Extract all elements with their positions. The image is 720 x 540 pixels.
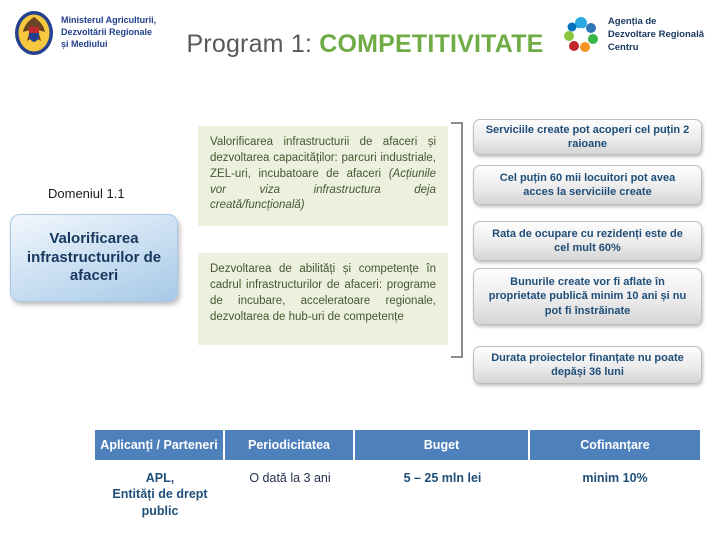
cofinancing-value: minim 10%	[582, 471, 648, 485]
condition-3-text: Rata de ocupare cu rezidenți este de cel mult 60%	[492, 227, 683, 254]
action-1-note: (Acțiunile vor viza infrastructura deja creată/funcțională)	[210, 167, 436, 212]
title-prefix: Program 1:	[186, 30, 320, 58]
table-cell-cofinancing	[530, 460, 700, 525]
ministry-logo-line: și Mediului	[61, 38, 108, 49]
condition-box-5	[473, 346, 702, 384]
condition-4-text: Bunurile create vor fi aflate în proprietate publică minim 10 ani și nu pot fi înstrăinate	[488, 276, 687, 317]
domain-box	[10, 214, 178, 302]
action-box-1	[198, 126, 448, 226]
domain-label: Domeniul 1.1	[48, 186, 125, 201]
bracket-shape	[451, 122, 463, 358]
table-cell-periodicity	[225, 460, 355, 525]
domain-box-title: Valorificarea infrastructurilor de afaceri	[26, 229, 162, 285]
condition-box-1	[473, 119, 702, 155]
condition-1-text: Serviciile create pot acoperi cel puțin 2 raioane	[485, 123, 690, 150]
title-highlight: COMPETITIVITATE	[319, 30, 544, 58]
condition-box-3	[473, 221, 702, 261]
table-header-periodicity: Periodicitatea	[225, 430, 355, 460]
adr-logo-line: Centru	[607, 41, 639, 53]
ministry-logo-line: Dezvoltării Regionale	[61, 27, 153, 38]
ministry-logo-text	[61, 15, 156, 50]
table-header-budget: Buget	[355, 430, 530, 460]
condition-box-4	[473, 268, 702, 325]
applicants-line-2: Entități de drept public	[112, 487, 208, 518]
adr-centru-logo	[562, 16, 704, 54]
condition-2-text: Cel puțin 60 mii locuitori pot avea acces la serviciile create	[499, 171, 676, 198]
adr-logo-line: Agenția de	[607, 16, 657, 27]
table-cell-applicants	[95, 460, 225, 525]
action-box-2	[198, 253, 448, 345]
ministry-emblem-icon	[14, 10, 54, 56]
action-2-text: Dezvoltarea de abilități și competențe în cadrul infrastructurilor de afaceri: programe de incubare, acceleratoare regionale, dezvoltarea de hub-uri de competențe	[210, 263, 436, 323]
page-title	[150, 30, 580, 59]
condition-5-text: Durata proiectelor finanțate nu poate depăși 36 luni	[491, 351, 684, 378]
table-header-cofinancing: Cofinanțare	[530, 430, 700, 460]
applicants-line-1: APL,	[145, 471, 175, 485]
ministry-logo-line: Ministerul Agriculturii,	[61, 15, 157, 26]
periodicity-value: O dată la 3 ani	[249, 471, 331, 485]
ministry-logo	[14, 10, 156, 56]
condition-box-2	[473, 165, 702, 205]
table-cell-budget	[355, 460, 530, 525]
adr-centru-logo-icon	[562, 16, 600, 54]
table-header-applicants: Aplicanți / Parteneri	[95, 430, 225, 460]
adr-centru-logo-text	[608, 16, 704, 54]
action-1-text: Valorificarea infrastructurii de afaceri și dezvoltarea capacităților: parcuri industriale, ZEL-uri, incubatoare de afaceri	[210, 136, 436, 180]
budget-value: 5 – 25 mln lei	[403, 471, 482, 485]
program-table	[95, 430, 700, 525]
adr-logo-line: Dezvoltare Regională	[607, 28, 704, 40]
